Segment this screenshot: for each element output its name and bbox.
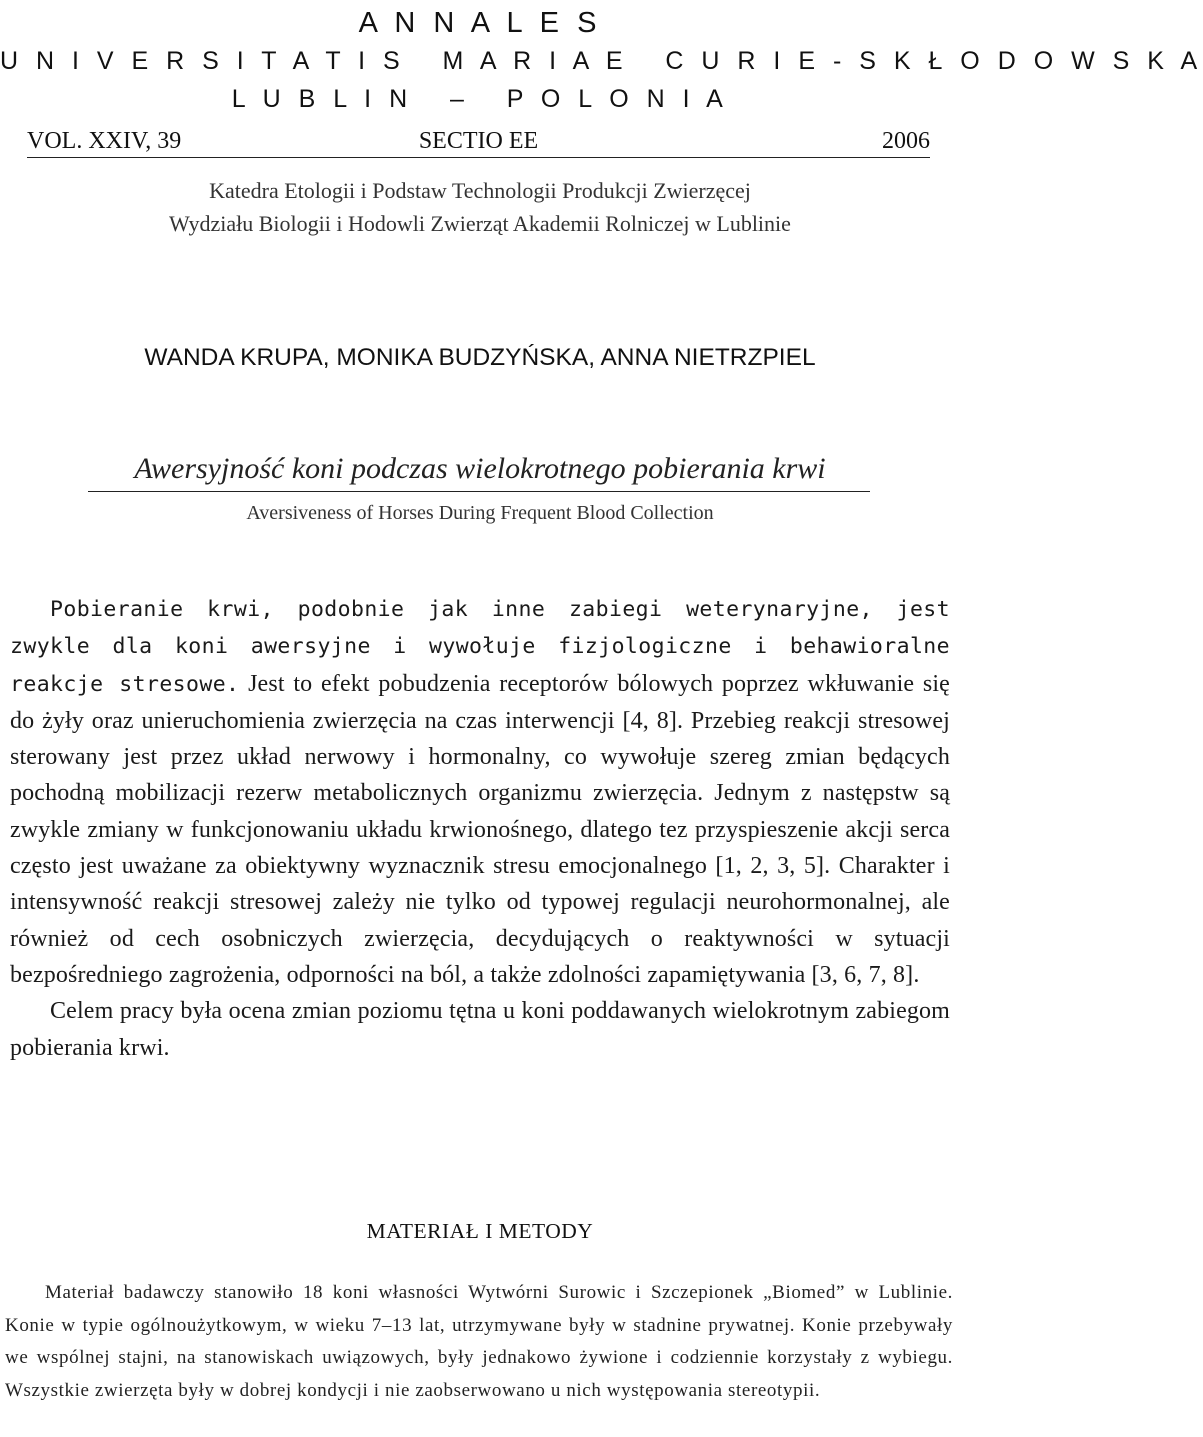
section-heading-methods: MATERIAŁ I METODY — [366, 1219, 594, 1243]
volume-number: VOL. XXIV, 39 — [27, 128, 182, 154]
publication-year: 2006 — [882, 128, 930, 154]
methods-paragraph-1: Materiał badawczy stanowiło 18 koni własności Wytwórni Surowic i Szczepionek „Biomed” w Lublinie. Konie w typie ogólnoużytkowym, w wieku 7–13 lat, utrzymywane były w stadnine prywatnej. Konie przebywały we wspólnej stajni, na stanowiskach uwiązowych, były jednakowo żywione i codziennie korzystały z wybiegu. Wszystkie zwierzęta były w dobrej kondycji i nie zaobserwowano u nich występowania stereotypii. — [5, 1282, 953, 1401]
article-title-english: Aversiveness of Horses During Frequent Blood Collection — [246, 502, 714, 524]
city-line: L U B L I N – P O L O N I A — [231, 85, 729, 113]
introduction — [10, 591, 950, 1066]
header-divider — [27, 157, 930, 158]
section-label: SECTIO EE — [418, 128, 539, 154]
intro-lead-sentence: Pobieranie krwi, podobnie jak inne zabiegi weterynaryjne, jest zwykle dla koni awersyjne i wywołuje fizjologiczne i behawioralne reakcje stresowe. — [10, 597, 950, 697]
affiliation-line-2: Wydziału Biologii i Hodowli Zwierząt Akademii Rolniczej w Lublinie — [169, 211, 791, 236]
article-title: Awersyjność koni podczas wielokrotnego pobierania krwi — [134, 452, 826, 485]
intro-paragraph-1-rest: Jest to efekt pobudzenia receptorów bólowych poprzez wkłuwanie się do żyły oraz unieruchomienia zwierzęcia na czas interwencji [4, 8]. Przebieg reakcji stresowej sterowany jest przez układ nerwowy i hormonalny, co wywołuje szereg zmian będących pochodną mobilizacji rezerw metabolicznych organizmu zwierzęcia. Jednym z następstw są zwykle zmiany w funkcjonowaniu układu krwionośnego, dlatego tez przyspieszenie akcji serca często jest uważane za obiektywny wyznacznik stresu emocjonalnego [1, 2, 3, 5]. Charakter i intensywność reakcji stresowej zależy nie tylko od typowej regulacji neurohormonalnej, ale również od cech osobniczych zwierzęcia, decydujących o reaktywności w sytuacji bezpośredniego zagrożenia, odporności na ból, a także zdolności zapamiętywania [3, 6, 7, 8]. — [10, 670, 950, 988]
intro-paragraph-2: Celem pracy była ocena zmian poziomu tętna u koni poddawanych wielokrotnym zabiegom pobierania krwi. — [10, 998, 950, 1061]
affiliation-line-1: Katedra Etologii i Podstaw Technologii Produkcji Zwierzęcej — [209, 178, 751, 203]
methods-section — [5, 1277, 953, 1407]
intro-paragraph-1 — [10, 591, 950, 993]
title-divider — [88, 491, 870, 492]
volume-row — [27, 124, 930, 160]
university-name: U N I V E R S I T A T I S M A R I A E C U R I E - S K Ł O D O W S K A — [0, 47, 1203, 75]
author-list: WANDA KRUPA, MONIKA BUDZYŃSKA, ANNA NIETRZPIEL — [144, 344, 816, 371]
journal-name: A N N A L E S — [358, 7, 602, 39]
